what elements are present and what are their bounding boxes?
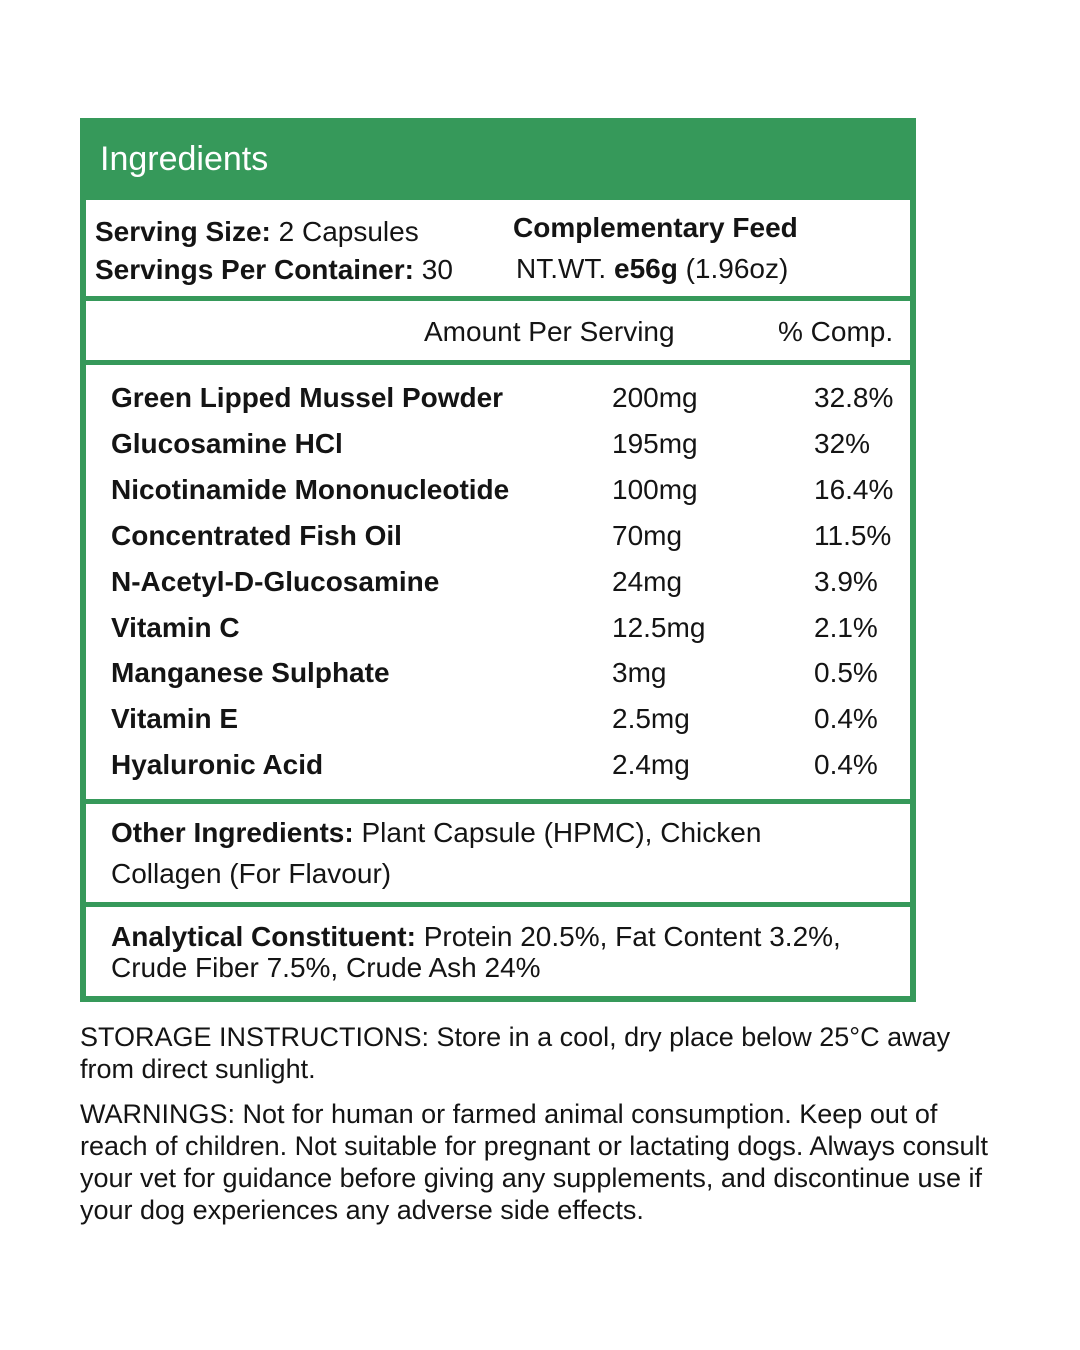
ingredient-name: Hyaluronic Acid — [111, 749, 324, 780]
servings-per-container — [95, 254, 453, 286]
divider — [86, 799, 910, 804]
ingredient-amount: 2.4mg — [612, 749, 690, 780]
net-weight — [516, 253, 788, 285]
column-comp-header: % Comp. — [778, 316, 894, 347]
ingredient-amount: 100mg — [612, 474, 698, 505]
analytical-constituent — [111, 921, 841, 953]
ingredient-amount: 200mg — [612, 382, 698, 413]
ingredient-percent: 2.1% — [814, 612, 878, 643]
feed-type-text: Complementary Feed — [513, 212, 798, 243]
analytical-line2: Crude Fiber 7.5%, Crude Ash 24% — [111, 952, 541, 983]
ingredient-name: Glucosamine HCl — [111, 428, 343, 459]
analytical-label: Analytical Constituent: — [111, 921, 416, 952]
panel-header — [86, 124, 910, 200]
warnings-text: Not for human or farmed animal consumption. Keep out of reach of children. Not suitable for pregnant or lactating dogs. Always consult your vet for guidance before giving any supplements, and discontinue use if your dog experiences any adverse side effects. — [80, 1099, 989, 1225]
net-weight-label: NT.WT. — [516, 253, 614, 284]
ingredient-percent: 16.4% — [814, 474, 894, 505]
storage-instructions — [80, 1021, 1010, 1085]
panel-title: Ingredients — [100, 140, 269, 178]
divider — [86, 902, 910, 907]
feed-type — [513, 212, 798, 244]
ingredient-percent: 0.5% — [814, 657, 878, 688]
ingredient-percent: 11.5% — [814, 520, 892, 551]
serving-size-value: 2 Capsules — [270, 216, 419, 247]
ingredient-name: Vitamin E — [111, 703, 239, 734]
storage-text: Store in a cool, dry place below 25°C away from direct sunlight. — [80, 1022, 951, 1084]
servings-per-container-value: 30 — [413, 254, 453, 285]
ingredient-name: Vitamin C — [111, 612, 240, 643]
other-ingredients-line2: Collagen (For Flavour) — [111, 858, 392, 889]
ingredient-name: Nicotinamide Mononucleotide — [111, 474, 510, 505]
ingredient-name: Green Lipped Mussel Powder — [111, 382, 504, 413]
ingredient-amount: 70mg — [612, 520, 683, 551]
analytical-line1: Protein 20.5%, Fat Content 3.2%, — [415, 921, 841, 952]
ingredients-panel — [80, 118, 916, 1002]
net-weight-grams: e56g — [614, 253, 678, 284]
ingredient-amount: 12.5mg — [612, 612, 706, 643]
divider — [86, 360, 910, 365]
ingredient-percent: 0.4% — [814, 703, 878, 734]
serving-size — [95, 216, 419, 248]
column-amount-header: Amount Per Serving — [424, 316, 675, 347]
warnings-label: WARNINGS: — [80, 1099, 235, 1129]
ingredient-name: Concentrated Fish Oil — [111, 520, 402, 551]
ingredient-name: Manganese Sulphate — [111, 657, 390, 688]
divider — [86, 296, 910, 301]
ingredient-percent: 3.9% — [814, 566, 878, 597]
serving-size-label: Serving Size: — [95, 216, 271, 247]
other-ingredients — [111, 817, 761, 849]
ingredient-percent: 32.8% — [814, 382, 894, 413]
other-ingredients-line1: Plant Capsule (HPMC), Chicken — [353, 817, 762, 848]
ingredient-amount: 195mg — [612, 428, 698, 459]
net-weight-oz: (1.96oz) — [677, 253, 789, 284]
storage-label: STORAGE INSTRUCTIONS: — [80, 1022, 430, 1052]
ingredient-percent: 32% — [814, 428, 871, 459]
other-ingredients-label: Other Ingredients: — [111, 817, 354, 848]
warnings — [80, 1098, 1010, 1226]
ingredient-percent: 0.4% — [814, 749, 878, 780]
ingredient-name: N-Acetyl-D-Glucosamine — [111, 566, 440, 597]
ingredient-amount: 3mg — [612, 657, 667, 688]
ingredient-amount: 2.5mg — [612, 703, 690, 734]
ingredient-amount: 24mg — [612, 566, 683, 597]
servings-per-container-label: Servings Per Container: — [95, 254, 414, 285]
